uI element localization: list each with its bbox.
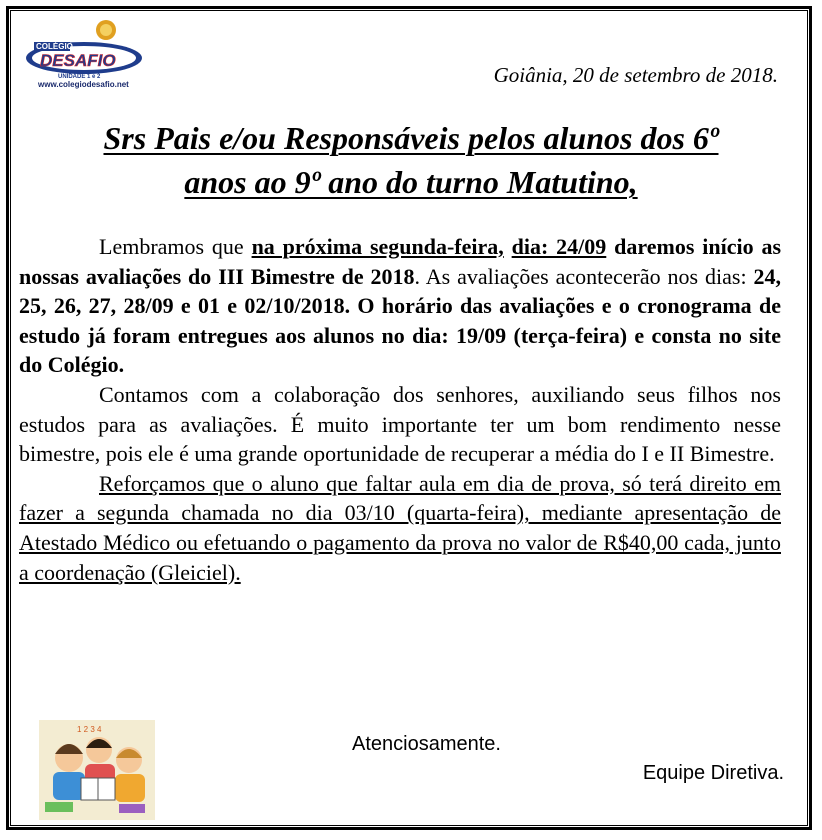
- signature-text: Equipe Diretiva.: [642, 762, 784, 784]
- closing-text: Atenciosamente.: [352, 733, 501, 755]
- p1-start-exams: daremos início as nossas avaliações do III Bimestre de 2018: [19, 234, 782, 289]
- heading-line-2: anos ao 9º ano do turno Matutino,: [184, 164, 638, 200]
- p1-text-1: Lembramos que: [99, 234, 252, 259]
- logo-brand-text: DESAFIO: [40, 51, 116, 70]
- paragraph-3: Reforçamos que o aluno que faltar aula em dia de prova, só terá direito em fazer a segunda chamada no dia 03/10 (quarta-feira), mediante apresentação de Atestado Médico ou efetuando o pagamento da prova no valor de R$40,00 cada, junto a coordenação (Gleiciel).: [19, 470, 781, 585]
- p1-next-monday: na próxima segunda-feira,: [251, 234, 504, 259]
- logo-subtitle: UNIDADE 1 e 2: [58, 74, 101, 80]
- children-reading-illustration: [39, 720, 155, 820]
- paragraph-1: [19, 232, 781, 380]
- logo-top-text: COLÉGIO: [36, 42, 73, 51]
- p1-dates: 24, 25, 26, 27, 28/09 e 01 e 02/10/2018. O horário das avaliações e o cronograma de estudo já foram entregues aos alunos no dia: 19/09 (terça-feira) e consta no site do Colégio.: [19, 263, 781, 378]
- logo-url: www.colegiodesafio.net: [38, 80, 129, 89]
- p1-day: dia: 24/09: [511, 234, 607, 259]
- p1-space-2: [606, 234, 614, 259]
- p1-text-2: . As avaliações acontecerão nos dias:: [414, 263, 754, 289]
- svg-text:1 2 3 4: 1 2 3 4: [77, 725, 102, 734]
- p1-space-1: [504, 234, 512, 259]
- heading-line-1: Srs Pais e/ou Responsáveis pelos alunos dos 6º: [103, 120, 719, 156]
- paragraph-2: Contamos com a colaboração dos senhores, auxiliando seus filhos nos estudos para as avaliações. É muito importante ter um bom rendimento nesse bimestre, pois ele é uma grande oportunidade de recuperar a média do I e II Bimestre.: [19, 381, 781, 467]
- page-heading: [20, 116, 802, 204]
- letter-body: [19, 232, 781, 587]
- date-line: Goiânia, 20 de setembro de 2018.: [493, 63, 778, 87]
